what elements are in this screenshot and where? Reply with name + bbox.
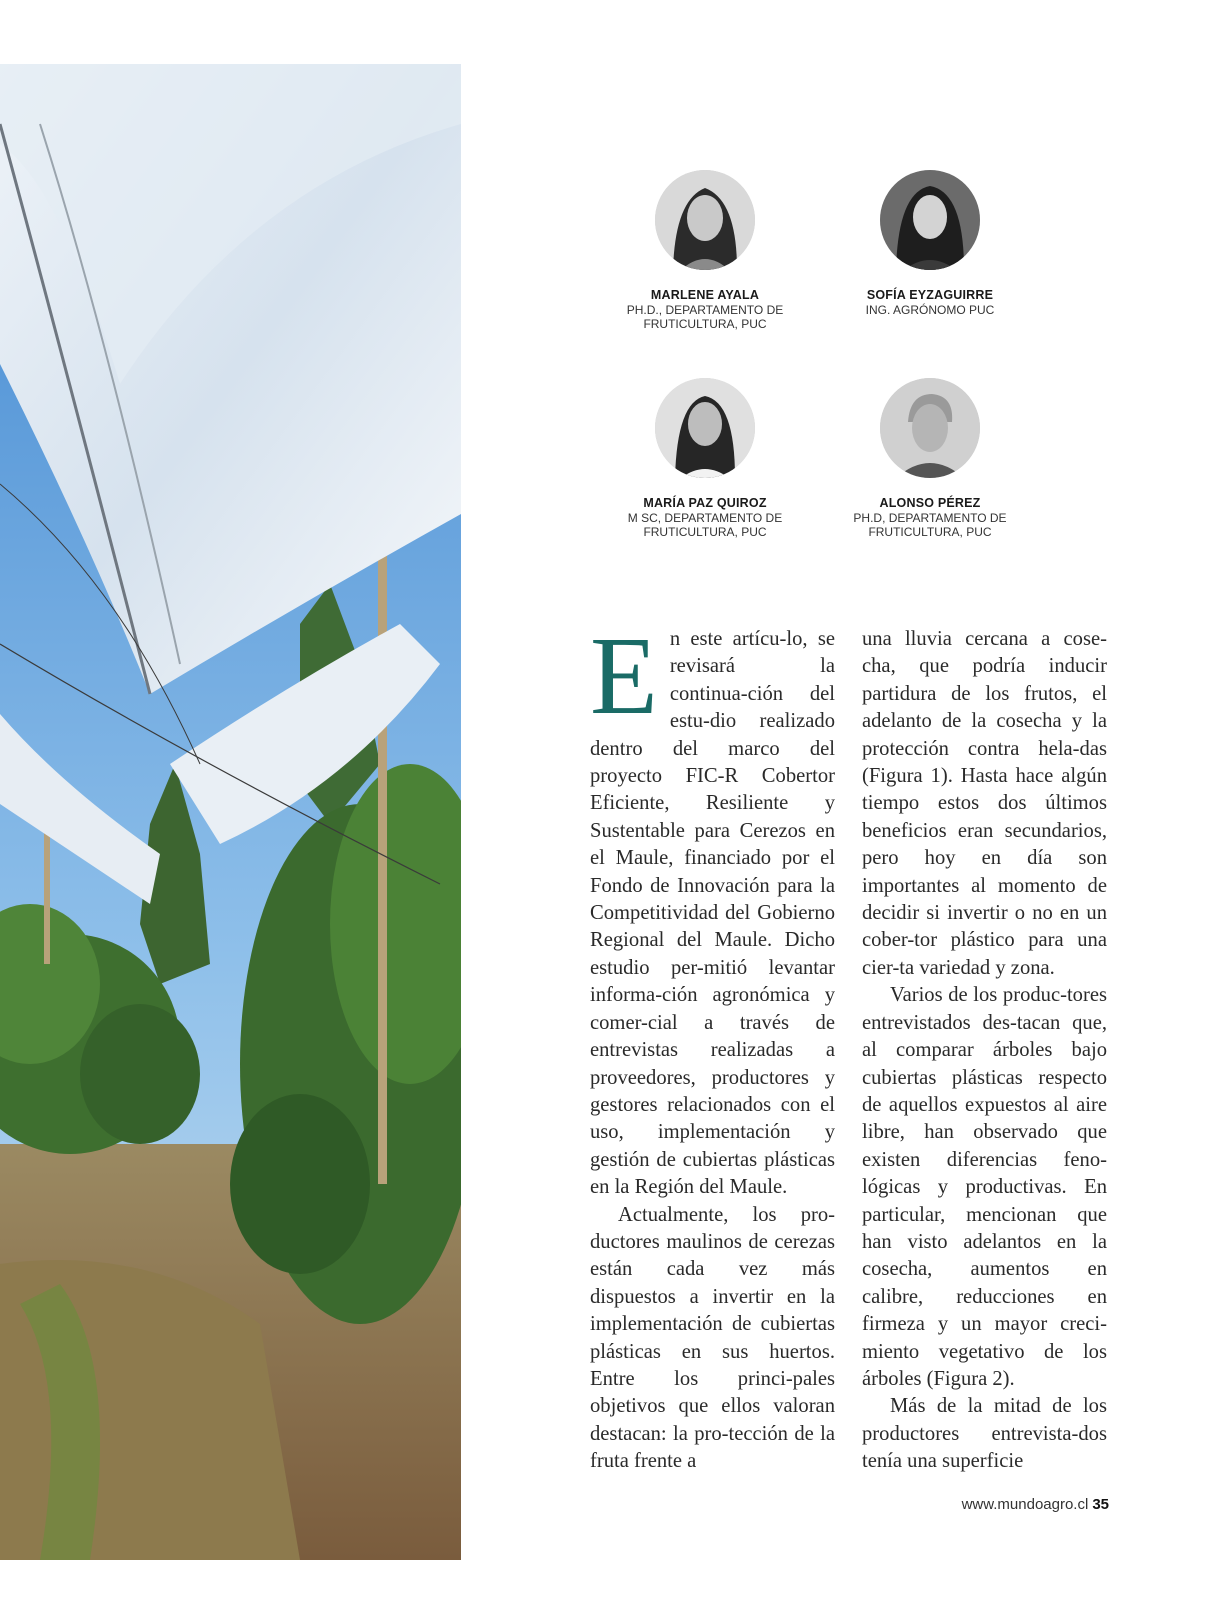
author-name: MARÍA PAZ QUIROZ — [643, 496, 767, 510]
article-paragraph — [590, 615, 835, 1202]
orchard-photo — [0, 64, 461, 1560]
author-role: FRUTICULTURA, PUC — [643, 525, 767, 539]
portrait-icon — [880, 378, 980, 478]
article-paragraph: una lluvia cercana a cose-cha, que podría inducir partidura de los frutos, el adelanto de la cosecha y la protección contra hela-das (Figura 1). Hasta hace algún tiempo estos dos últimos beneficios eran secundarios, pero hoy en día son importantes al momento de decidir si invertir o no en un cober-tor plástico para una cier-ta variedad y zona. — [862, 628, 1107, 979]
cherry-orchard-plastic-cover-image — [0, 64, 461, 1560]
author-name: SOFÍA EYZAGUIRRE — [866, 288, 994, 302]
article-paragraph: Más de la mitad de los productores entrevista-dos tenía una superficie — [862, 1395, 1107, 1473]
article-paragraph: Varios de los produc-tores entrevistados des-tacan que, al comparar árboles bajo cubiertas plásticas respecto de aquellos expuestos al aire libre, han observado que existen diferencias feno-lógicas y productivas. En particular, mencionan que han visto adelantos en la cosecha, aumentos en calibre, reducciones en firmeza y un mayor creci-miento vegetativo de los árboles (Figura 2). — [862, 984, 1107, 1390]
author-card — [590, 170, 820, 331]
author-role: PH.D, DEPARTAMENTO DE — [853, 511, 1007, 525]
article-column-right — [862, 626, 1107, 1476]
author-role: ING. AGRÓNOMO PUC — [865, 303, 995, 317]
author-role: FRUTICULTURA, PUC — [643, 317, 767, 331]
author-avatar — [655, 170, 755, 270]
author-card — [590, 378, 820, 539]
author-avatar — [880, 170, 980, 270]
author-role: FRUTICULTURA, PUC — [868, 525, 992, 539]
page-number: 35 — [1092, 1496, 1109, 1513]
author-avatar — [880, 378, 980, 478]
website-url: www.mundoagro.cl — [961, 1496, 1089, 1513]
drop-cap: E — [590, 615, 658, 738]
article-column-left — [590, 615, 835, 1476]
author-card — [815, 170, 1045, 317]
portrait-icon — [655, 170, 755, 270]
article-text: n este artícu-lo, se revisará la continua-ción del estu-dio realizado dentro del marco del proyecto FIC-R Cobertor Eficiente, Resiliente y Sustentable para Cerezos en el Maule, financiado por el Fondo de Innovación para la Competitividad del Gobierno Regional del Maule. Dicho estudio per-mitió levantar informa-ción agronómica y comer-cial a través de entrevistas realizadas a proveedores, productores y gestores relacionados con el uso, implementación y gestión de cubiertas plásticas en la Región del Maule. — [590, 628, 835, 1199]
article-paragraph: Actualmente, los pro-ductores maulinos de cerezas están cada vez más dispuestos a invertir en la implementación de cubiertas plásticas en sus huertos. Entre los princi-pales objetivos que ellos valoran destacan: la pro-tección de la fruta frente a — [590, 1203, 835, 1473]
author-role: PH.D., DEPARTAMENTO DE — [626, 303, 784, 317]
author-name: MARLENE AYALA — [650, 288, 760, 302]
author-role: M SC, DEPARTAMENTO DE — [627, 511, 783, 525]
page-footer — [962, 1496, 1109, 1513]
author-name: ALONSO PÉREZ — [879, 496, 981, 510]
portrait-icon — [655, 378, 755, 478]
portrait-icon — [880, 170, 980, 270]
author-avatar — [655, 378, 755, 478]
author-card — [815, 378, 1045, 539]
